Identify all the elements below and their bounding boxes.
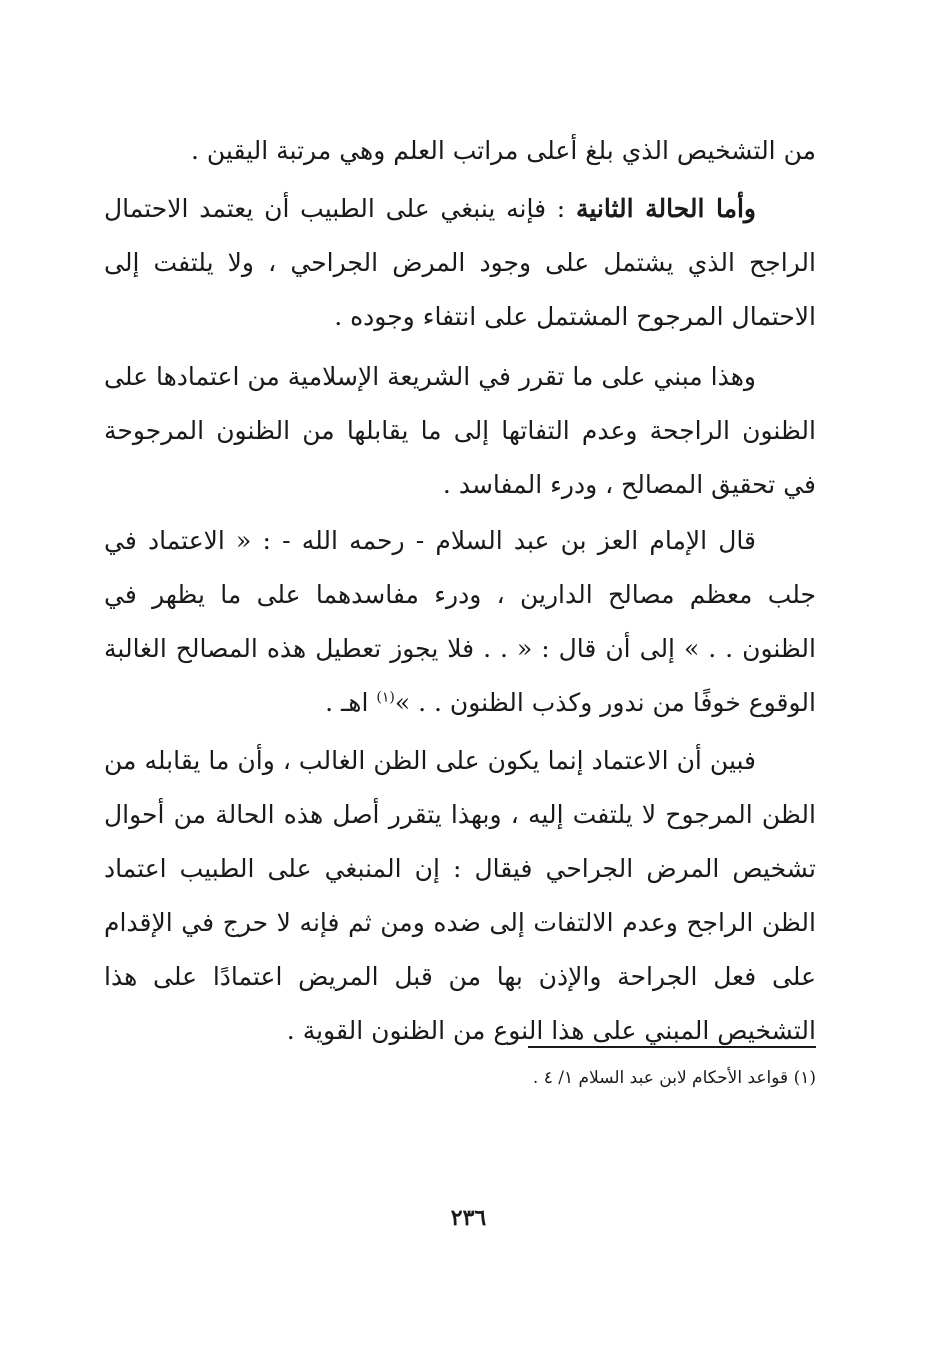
footnote-reference[interactable]: (١)	[376, 689, 395, 706]
paragraph-4	[104, 514, 816, 730]
quote-tail: اهـ .	[325, 688, 377, 717]
quote-text: قال الإمام العز بن عبد السلام - رحمه الله - : « الاعتماد في جلب معظم مصالح الدارين ، ودرء مفاسدهما على ما يظهر في الظنون . . » إلى أن قال : « . . فلا يجوز تعطيل هذه المصالح الغالبة الوقوع خوفًا من ندور وكذب الظنون . . »	[104, 526, 816, 717]
paragraph-sharia	[104, 350, 816, 512]
paragraph-2-heading: وأما الحالة الثانية	[575, 194, 756, 223]
paragraph-5: فبين أن الاعتماد إنما يكون على الظن الغالب ، وأن ما يقابله من الظن المرجوح لا يلتفت إليه ، وبهذا يتقرر أصل هذه الحالة من أحوال تشخيص المرض الجراحي فيقال : إن المنبغي على الطبيب اعتماد الظن الراجح وعدم الالتفات إلى ضده ومن ثم فإنه لا حرج في الإقدام على فعل الجراحة والإذن بها من قبل المريض اعتمادًا على هذا التشخيص المبني على هذا النوع من الظنون القوية .	[104, 746, 816, 1045]
paragraph-second-case	[104, 182, 816, 344]
paragraph-2-text: : فإنه ينبغي على الطبيب أن يعتمد الاحتمال الراجح الذي يشتمل على وجود المرض الجراحي ، ولا يلتفت إلى الاحتمال المرجوح المشتمل على انتفاء وجوده .	[104, 194, 816, 331]
footnote-divider	[528, 1046, 816, 1048]
paragraph-continuation	[104, 124, 816, 178]
paragraph-2	[104, 182, 816, 344]
footnote: (١) قواعد الأحكام لابن عبد السلام ١/ ٤ .	[532, 1068, 816, 1088]
paragraph-quote	[104, 514, 816, 730]
page-number: ٢٣٦	[450, 1205, 487, 1231]
paragraph-conclusion	[104, 734, 816, 1058]
paragraph-1: من التشخيص الذي بلغ أعلى مراتب العلم وهي مرتبة اليقين .	[190, 136, 816, 165]
paragraph-3: وهذا مبني على ما تقرر في الشريعة الإسلامية من اعتمادها على الظنون الراجحة وعدم التفاتها إلى ما يقابلها من الظنون المرجوحة في تحقيق المصالح ، ودرء المفاسد .	[104, 362, 816, 499]
